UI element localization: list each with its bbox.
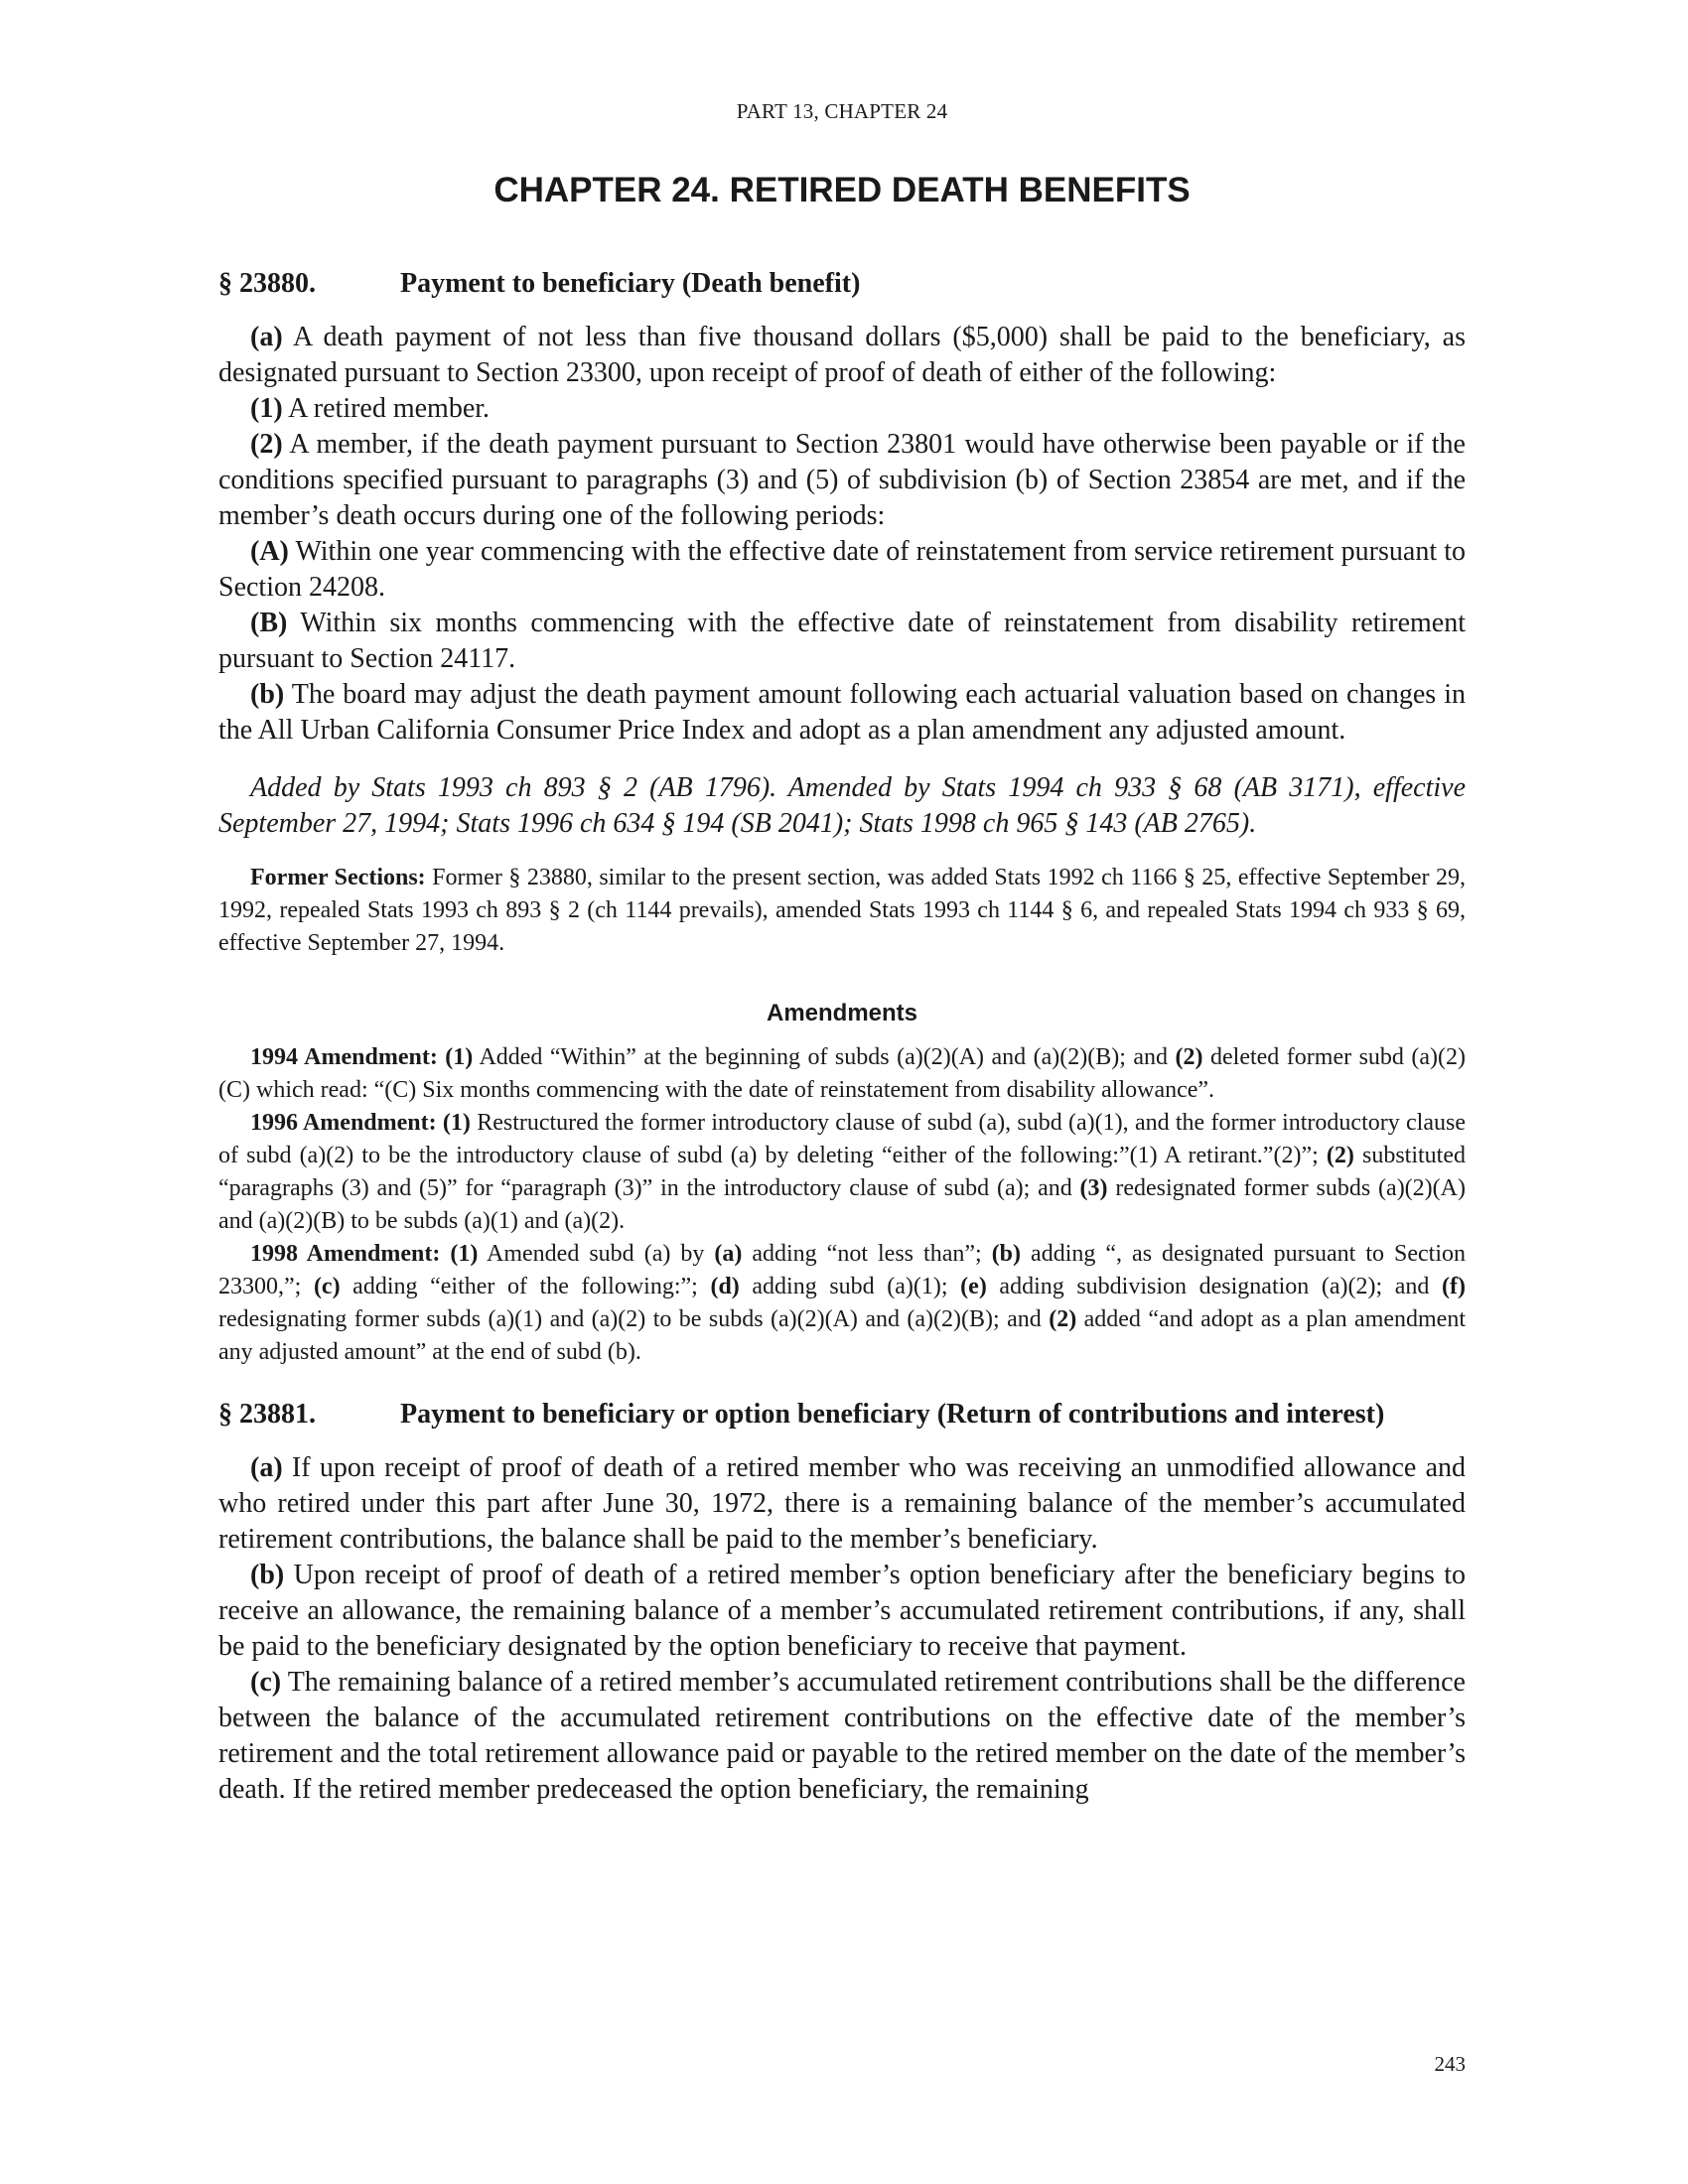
amendment-item-text: adding “, as designated pursuant to Section 23300,”; xyxy=(218,1241,1467,1299)
paragraph-label: (2) xyxy=(250,429,283,460)
paragraph-text: Upon receipt of proof of death of a retired member’s option beneficiary after the beneficiary begins to receive an allowance, the remaining balance of a member’s accumulated retirement contributions, if any, shall be paid to the beneficiary designated by the option beneficiary to receive that payment. xyxy=(218,1560,1466,1662)
paragraph xyxy=(218,1558,1466,1665)
amendment-item-label: (1) xyxy=(437,1044,474,1070)
section-heading xyxy=(218,1397,1466,1433)
section-number: § 23881. xyxy=(218,1399,316,1430)
paragraph xyxy=(218,1665,1466,1808)
former-sections-note xyxy=(218,862,1466,960)
amendment-item-label: (a) xyxy=(714,1241,743,1267)
paragraph-text: Within six months commencing with the effective date of reinstatement from disability retirement pursuant to Section 24117. xyxy=(218,608,1466,674)
amendment-item-text: adding subdivision designation (a)(2); and xyxy=(986,1274,1443,1299)
amendments-heading: Amendments xyxy=(766,1000,918,1026)
note-text: Former § 23880, similar to the present section, was added Stats 1992 ch 1166 § 25, effective September 29, 1992, repealed Stats 1993 ch 893 § 2 (ch 1144 prevails), amended Stats 1993 ch 1144 § 6, and repealed Stats 1994 ch 933 § 69, effective September 27, 1994. xyxy=(218,865,1466,956)
amendment-item-text: redesignating former subds (a)(1) and (a)(2) to be subds (a)(2)(A) and (a)(2)(B); and xyxy=(218,1306,1050,1332)
paragraph xyxy=(218,320,1466,391)
amendment-item-label: (b) xyxy=(991,1241,1022,1267)
paragraph-label: (b) xyxy=(250,1560,285,1590)
section-number: § 23880. xyxy=(218,268,316,299)
amendment-item-label: (3) xyxy=(1079,1175,1108,1201)
paragraph xyxy=(218,534,1466,606)
section-body xyxy=(218,320,1466,749)
paragraph-text: A member, if the death payment pursuant to Section 23801 would have otherwise been payable or if the conditions specified pursuant to paragraphs (3) and (5) of subdivision (b) of Section 23854 are met, and if the member’s death occurs during one of the following periods: xyxy=(218,429,1466,531)
paragraph-text: If upon receipt of proof of death of a retired member who was receiving an unmodified allowance and who retired under this part after June 30, 1972, there is a remaining balance of the member’s accumulated retirement contributions, the balance shall be paid to the member’s beneficiary. xyxy=(218,1452,1466,1555)
paragraph-text: The remaining balance of a retired member’s accumulated retirement contributions shall be the difference between the balance of the accumulated retirement contributions on the effective date of the member’s retirement and the total retirement allowance paid or payable to the retired member on the date of the member’s death. If the retired member predeceased the option beneficiary, the remaining xyxy=(218,1667,1466,1805)
amendment-item-text: added “and adopt as a plan amendment any adjusted amount” at the end of subd (b). xyxy=(218,1306,1467,1365)
amendment-item-text: redesignated former subds (a)(2)(A) and (a)(2)(B) to be subds (a)(1) and (a)(2). xyxy=(218,1175,1466,1234)
amendment-item-label: (2) xyxy=(1175,1044,1203,1070)
amendment-item-text: Amended subd (a) by xyxy=(478,1241,715,1267)
amendment-item-text: Added “Within” at the beginning of subds (a)(2)(A) and (a)(2)(B); and xyxy=(473,1044,1176,1070)
amendment-item-label: (c) xyxy=(313,1274,341,1299)
paragraph xyxy=(218,391,1466,427)
amendment-item-text: Restructured the former introductory clause of subd (a), subd (a)(1), and the former introductory clause of subd (a)(2) to be the introductory clause of subd (a) by deleting “either of the following:”(1) A retirant.”(2)”; xyxy=(218,1110,1466,1168)
amendment-item-text: adding “not less than”; xyxy=(742,1241,992,1267)
amendment-label: 1994 Amendment: xyxy=(250,1044,438,1070)
amendment-item-text: adding subd (a)(1); xyxy=(739,1274,961,1299)
document-page xyxy=(218,0,1466,2184)
chapter-title: CHAPTER 24. RETIRED DEATH BENEFITS xyxy=(493,171,1191,209)
amendment-item-label: (d) xyxy=(710,1274,740,1299)
amendment-item-label: (1) xyxy=(440,1241,479,1267)
amendment-item-text: adding “either of the following:”; xyxy=(340,1274,711,1299)
amendment-item-label: (1) xyxy=(436,1110,471,1136)
section-heading xyxy=(218,266,1466,302)
amendment-label: 1996 Amendment: xyxy=(250,1110,437,1136)
paragraph-text: A retired member. xyxy=(282,393,491,424)
section-23881 xyxy=(218,1397,1466,1808)
note-label: Former Sections: xyxy=(250,865,426,890)
paragraph-label: (B) xyxy=(250,608,288,638)
amendment-label: 1998 Amendment: xyxy=(250,1241,441,1267)
paragraph-text: A death payment of not less than five thousand dollars ($5,000) shall be paid to the beneficiary, as designated pursuant to Section 23300, upon receipt of proof of death of either of the following: xyxy=(218,322,1466,388)
paragraph xyxy=(218,427,1466,534)
amendment-entry xyxy=(218,1041,1466,1107)
paragraph-text: The board may adjust the death payment amount following each actuarial valuation based on changes in the All Urban California Consumer Price Index and adopt as a plan amendment any adjusted amount. xyxy=(218,679,1466,746)
amendment-entry xyxy=(218,1107,1466,1238)
history-note: Added by Stats 1993 ch 893 § 2 (AB 1796). Amended by Stats 1994 ch 933 § 68 (AB 3171), effective September 27, 1994; Stats 1996 ch 634 § 194 (SB 2041); Stats 1998 ch 965 § 143 (AB 2765). xyxy=(218,772,1466,839)
amendments-list xyxy=(218,1041,1466,1369)
amendment-item-label: (e) xyxy=(960,1274,987,1299)
section-title: Payment to beneficiary or option beneficiary (Return of contributions and interest) xyxy=(400,1399,1385,1430)
amendment-item-text: substituted “paragraphs (3) and (5)” for “paragraph (3)” in the introductory clause of subd (a); and xyxy=(218,1143,1466,1201)
amendment-entry xyxy=(218,1238,1466,1369)
running-head: PART 13, CHAPTER 24 xyxy=(736,99,948,123)
paragraph xyxy=(218,677,1466,749)
amendment-item-label: (2) xyxy=(1326,1143,1354,1168)
section-23880 xyxy=(218,266,1466,1808)
paragraph xyxy=(218,862,1466,960)
paragraph-label: (b) xyxy=(250,679,285,710)
amendment-item-text: deleted former subd (a)(2)(C) which read: “(C) Six months commencing with the date of reinstatement from disability allowance”. xyxy=(218,1044,1467,1103)
paragraph xyxy=(218,606,1466,677)
section-body xyxy=(218,1450,1466,1808)
paragraph xyxy=(218,1450,1466,1558)
paragraph-label: (a) xyxy=(250,322,283,352)
paragraph-label: (c) xyxy=(250,1667,282,1698)
page-number: 243 xyxy=(1434,2052,1466,2076)
paragraph-label: (a) xyxy=(250,1452,283,1483)
paragraph-label: (A) xyxy=(250,536,289,567)
amendment-item-label: (f) xyxy=(1442,1274,1467,1299)
section-title: Payment to beneficiary (Death benefit) xyxy=(400,268,861,299)
paragraph-text: Within one year commencing with the effective date of reinstatement from service retirement pursuant to Section 24208. xyxy=(218,536,1466,603)
amendment-item-label: (2) xyxy=(1049,1306,1077,1332)
paragraph-label: (1) xyxy=(250,393,283,424)
